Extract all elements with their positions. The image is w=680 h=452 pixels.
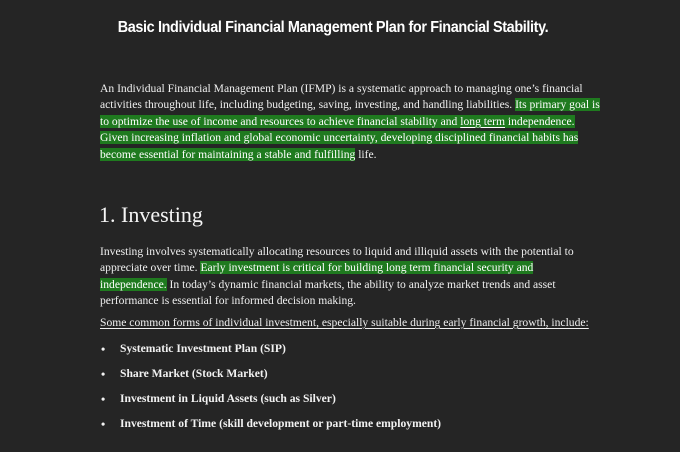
list-item (100, 366, 441, 391)
bullet-icon: • (101, 367, 106, 381)
list-item-label: Share Market (Stock Market) (120, 367, 268, 380)
section-heading-investing: 1. Investing (99, 202, 203, 227)
intro-highlight-text-continued: independence. Given increasing inflation and global economic uncertainty, developing disciplined financial habits has become essential for maintaining a stable and fulfilling (100, 114, 579, 161)
investing-paragraph (100, 244, 600, 310)
bullet-icon: • (101, 392, 106, 406)
investment-forms-subheading: Some common forms of individual investment, especially suitable during early financial growth, include: (100, 316, 589, 329)
investing-highlight: Early investment is critical for building long term financial security and independence. (100, 261, 534, 291)
list-item (100, 341, 441, 366)
intro-text-end: life. (355, 147, 377, 161)
list-item (100, 416, 441, 441)
bullet-icon: • (101, 342, 106, 356)
investment-forms-list (100, 341, 441, 441)
intro-text: An Individual Financial Management Plan (IFMP) is a systematic approach to managing one’s financial activities throughout life, including budgeting, saving, investing, and handling liabilities. (100, 82, 583, 112)
intro-highlight-text: Its primary goal is to optimize the use of income and resources to achieve financial stability and (100, 98, 600, 128)
intro-paragraph (100, 81, 600, 163)
list-item (100, 391, 441, 416)
bullet-icon: • (101, 417, 106, 431)
investing-text: Investing involves systematically allocating resources to liquid and illiquid assets with the potential to appreciate over time. (100, 245, 574, 275)
investing-text-continued: In today’s dynamic financial markets, the ability to analyze market trends and asset performance is essential for informed decision making. (100, 277, 556, 308)
intro-underlined-term: long term (460, 114, 506, 128)
list-item-label: Systematic Investment Plan (SIP) (120, 342, 286, 355)
document-title: Basic Individual Financial Management Plan for Financial Stability. (117, 19, 549, 36)
list-item-label: Investment of Time (skill development or part-time employment) (120, 417, 442, 430)
list-item-label: Investment in Liquid Assets (such as Silver) (120, 392, 336, 405)
